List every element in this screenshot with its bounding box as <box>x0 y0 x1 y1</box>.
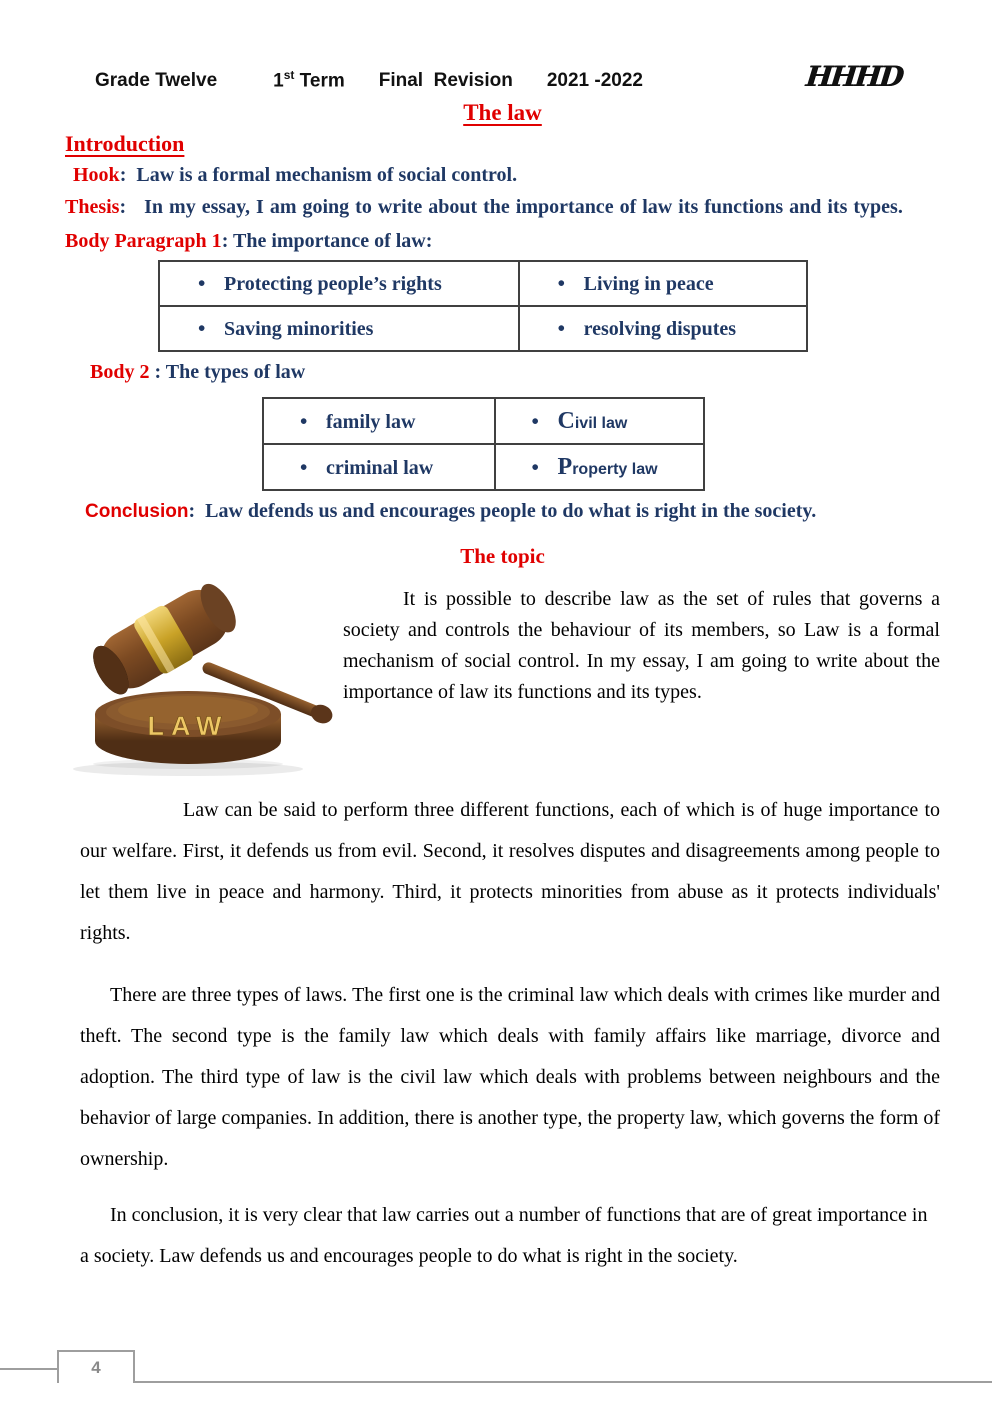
conclusion-text: Law defends us and encourages people to do what is right in the society. <box>205 500 817 522</box>
topic-heading: The topic <box>460 544 545 568</box>
thesis-colon: : <box>119 196 145 218</box>
table-cell <box>263 398 495 444</box>
table-cell <box>159 261 519 306</box>
thesis-label: Thesis <box>65 196 120 218</box>
bullet-icon: • <box>300 408 308 433</box>
cell-cap-letter: C <box>557 407 575 434</box>
footer-rule-right <box>135 1381 992 1383</box>
header-years: 2021 -2022 <box>546 70 643 91</box>
essay-paragraph-conclusion: In conclusion, it is very clear that law carries out a number of functions that are of great importance in a society. Law defends us and encourages people to do what is right in the society. <box>80 1204 928 1267</box>
bullet-icon: • <box>557 271 565 295</box>
table-cell <box>263 444 495 490</box>
page-number: 4 <box>91 1357 101 1377</box>
cell-text: Saving minorities <box>224 318 374 340</box>
topic-section <box>65 578 940 778</box>
gavel-image <box>53 578 343 778</box>
table-cell <box>495 398 704 444</box>
body1-colon: : <box>221 230 233 252</box>
topic-paragraph: It is possible to describe law as the set of rules that governs a society and controls the behaviour of its members, so Law is a formal mechanism of social control. In my essay, I am going to write about the importance of law its functions and its types. <box>343 588 940 703</box>
table-cell <box>159 306 519 351</box>
body1-heading <box>65 226 940 257</box>
gavel-label: LAW <box>147 711 229 741</box>
conclusion-colon: : <box>188 500 206 522</box>
cell-text: roperty law <box>572 460 658 478</box>
body2-heading <box>90 357 940 388</box>
conclusion-label: Conclusion <box>85 501 189 522</box>
table-row <box>159 261 807 306</box>
body2-text: The types of law <box>165 361 306 383</box>
cell-text: criminal law <box>326 456 434 479</box>
types-table <box>262 397 705 491</box>
cell-text: resolving disputes <box>583 318 737 340</box>
hook-line <box>73 160 940 191</box>
bullet-icon: • <box>531 408 539 433</box>
importance-table <box>158 260 808 352</box>
hook-label: Hook <box>73 164 120 186</box>
teacher-signature: HHHD <box>804 60 904 93</box>
body2-label: Body 2 <box>90 361 150 383</box>
introduction-heading-text: Introduction <box>65 131 185 156</box>
bullet-icon: • <box>198 316 206 340</box>
cell-text: family law <box>326 410 416 433</box>
cell-text: Protecting people’s rights <box>224 273 442 295</box>
table-row <box>263 398 704 444</box>
hook-colon: : <box>119 164 137 186</box>
cell-text: ivil law <box>574 414 628 432</box>
bullet-icon: • <box>557 316 565 340</box>
hook-text: Law is a formal mechanism of social control. <box>136 164 518 186</box>
table-cell <box>519 261 807 306</box>
table-cell <box>495 444 704 490</box>
bullet-icon: • <box>198 271 206 295</box>
essay-paragraph-types: There are three types of laws. The first one is the criminal law which deals with crimes like murder and theft. The second type is the family law which deals with family affairs like marriage, divorce and adoption. The third type of law is the civil law which deals with problems between neighbours and the behavior of large companies. In addition, there is another type, the property law, which governs the form of ownership. <box>80 984 940 1170</box>
header-revision: Final Revision <box>378 70 513 91</box>
header-grade: Grade Twelve <box>95 70 218 91</box>
bullet-icon: • <box>300 454 308 479</box>
bullet-icon: • <box>531 454 539 479</box>
table-row <box>263 444 704 490</box>
footer-rule-left <box>0 1368 57 1370</box>
page-header <box>95 60 940 93</box>
gavel-illustration <box>53 578 343 778</box>
cell-text: Living in peace <box>583 273 714 295</box>
page-number-tab <box>57 1350 135 1383</box>
page-title-text: The law <box>463 100 542 125</box>
page-title <box>65 100 940 126</box>
term-word: Term <box>294 70 345 91</box>
introduction-heading <box>65 131 940 157</box>
thesis-text: In my essay, I am going to write about the importance of law its functions and its types. <box>144 196 903 218</box>
table-row <box>159 306 807 351</box>
term-number: 1 <box>273 70 284 91</box>
body2-colon: : <box>149 361 166 383</box>
cell-cap-letter: P <box>557 453 573 480</box>
header-term <box>273 68 345 92</box>
thesis-line <box>65 192 940 223</box>
term-ordinal: st <box>283 67 295 82</box>
essay-paragraph-functions: Law can be said to perform three different functions, each of which is of huge importance to our welfare. First, it defends us from evil. Second, it resolves disputes and disagreements among people to let them live in peace and harmony. Third, it protects minorities from abuse as it protects individuals' rights. <box>80 799 940 944</box>
body1-label: Body Paragraph 1 <box>65 230 222 252</box>
body1-text: The importance of law: <box>233 230 433 252</box>
table-cell <box>519 306 807 351</box>
conclusion-line <box>85 496 940 527</box>
